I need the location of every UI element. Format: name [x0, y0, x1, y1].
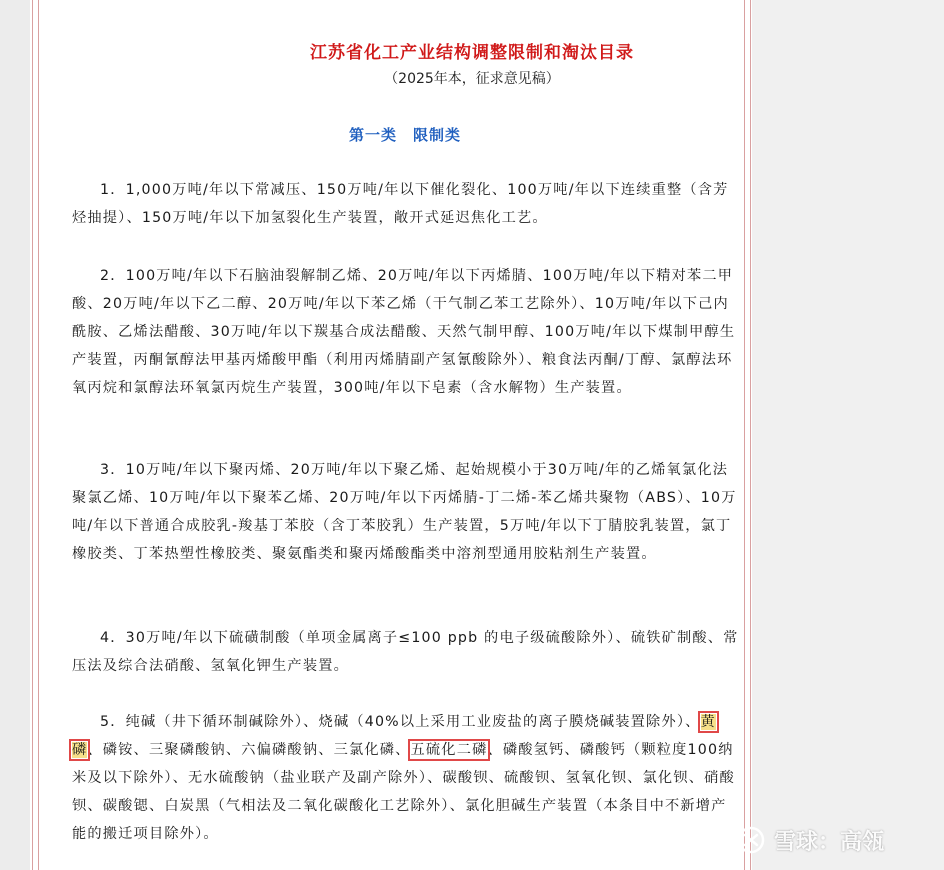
xueqiu-logo-icon: [736, 825, 766, 855]
paragraph-5-part-c: 、磷酸氢钙、磷酸钙（颗粒度100纳米及以下除外）、无水硫酸钠（盐业联产及副产除外）、碳酸钡、硫酸钡、氢氧化钡、氯化钡、硝酸钡、碳酸锶、白炭黑（气相法及二氧化碳酸化工艺除外）、氯化胆碱生产装置（本条目中不新增产能的搬迁项目除外）。: [72, 742, 735, 842]
paragraph-5-part-b: 、磷铵、三聚磷酸钠、六偏磷酸钠、三氯化磷、: [87, 742, 411, 758]
highlight-yellow-phosphorus: 黄磷: [72, 714, 716, 758]
paragraph-3: 3．10万吨/年以下聚丙烯、20万吨/年以下聚乙烯、起始规模小于30万吨/年的乙烯氧氯化法聚氯乙烯、10万吨/年以下聚苯乙烯、20万吨/年以下丙烯腈-丁二烯-苯乙烯共聚物（ABS）、10万吨/年以下普通合成胶乳-羧基丁苯胶（含丁苯胶乳）生产装置，5万吨/年以下丁腈胶乳装置，氯丁橡胶类、丁苯热塑性橡胶类、聚氨酯类和聚丙烯酸酯类中溶剂型通用胶粘剂生产装置。: [72, 462, 737, 562]
paragraph-1: 1．1,000万吨/年以下常减压、150万吨/年以下催化裂化、100万吨/年以下连续重整（含芳烃抽提）、150万吨/年以下加氢裂化生产装置，敞开式延迟焦化工艺。: [72, 182, 729, 226]
section-heading: 第一类 限制类: [348, 126, 461, 144]
document-subtitle: （2025年本，征求意见稿）: [384, 71, 560, 87]
paragraph-2: 2．100万吨/年以下石脑油裂解制乙烯、20万吨/年以下丙烯腈、100万吨/年以下精对苯二甲酸、20万吨/年以下乙二醇、20万吨/年以下苯乙烯（干气制乙苯工艺除外）、10万吨/年以下己内酰胺、乙烯法醋酸、30万吨/年以下羰基合成法醋酸、天然气制甲醇、100万吨/年以下煤制甲醇生产装置，丙酮氰醇法甲基丙烯酸甲酯（利用丙烯腈副产氢氰酸除外）、粮食法丙酮/丁醇、氯醇法环氧丙烷和氯醇法环氧氯丙烷生产装置，300吨/年以下皂素（含水解物）生产装置。: [72, 268, 736, 396]
paragraph-5-part-a: 5．纯碱（井下循环制碱除外）、烧碱（40%以上采用工业废盐的离子膜烧碱装置除外）、: [100, 714, 701, 730]
paragraph-4: 4．30万吨/年以下硫磺制酸（单项金属离子≤100 ppb 的电子级硫酸除外）、硫铁矿制酸、常压法及综合法硝酸、氢氧化钾生产装置。: [72, 630, 739, 674]
highlight-phosphorus-pentasulfide: 五硫化二磷: [410, 742, 488, 758]
document-title: 江苏省化工产业结构调整限制和淘汰目录: [310, 43, 634, 63]
watermark: [736, 822, 936, 858]
paragraph-5: [72, 708, 740, 848]
watermark-text: 雪球：高瓴: [774, 829, 885, 855]
